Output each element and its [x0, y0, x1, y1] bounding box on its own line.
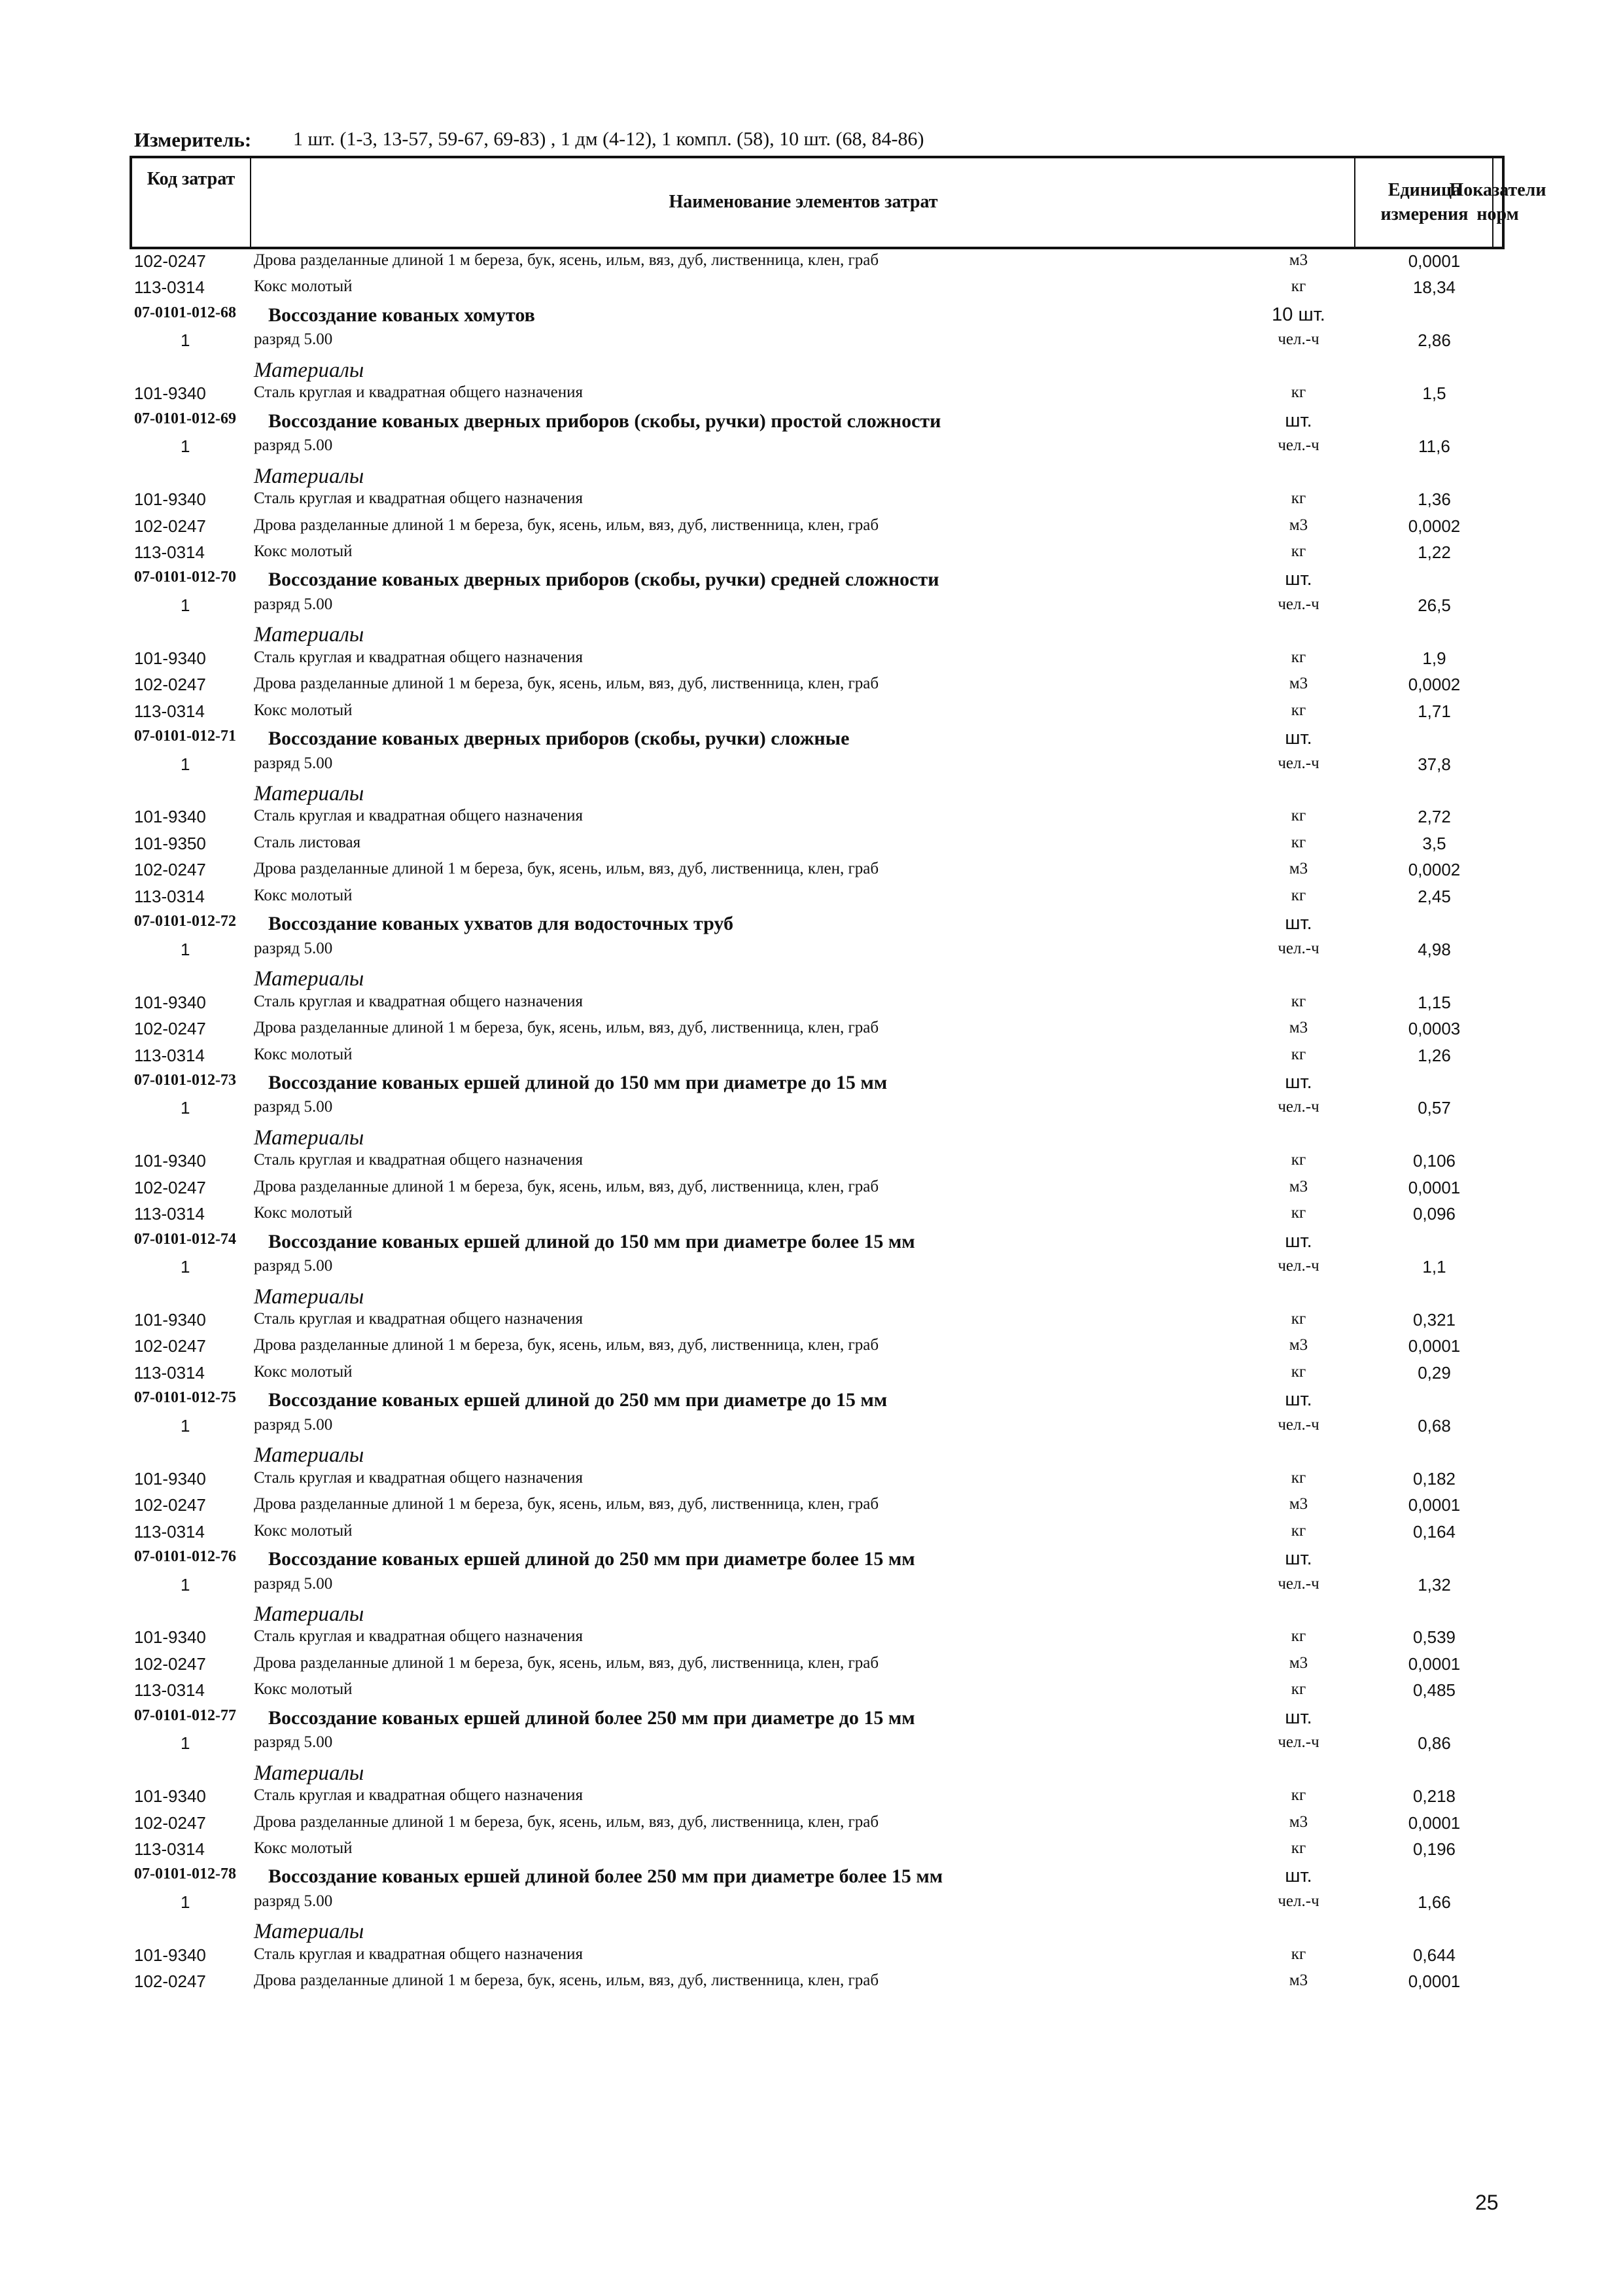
cost-code: 102-0247: [134, 1653, 206, 1674]
materials-heading-row: [0, 1602, 1623, 1629]
item-name: Дрова разделанные длиной 1 м береза, бук, ясень, ильм, вяз, дуб, лиственница, клен, граб: [254, 1177, 879, 1195]
item-name: Воссоздание кованых дверных приборов (скобы, ручки) сложные: [268, 728, 850, 750]
item-name: Материалы: [254, 623, 364, 647]
norm-value: 1,9: [1422, 648, 1446, 668]
unit-cell: чел.-ч: [1278, 1098, 1319, 1116]
item-name: Сталь круглая и квадратная общего назначения: [254, 648, 584, 666]
cost-code: 102-0247: [134, 1812, 206, 1833]
cost-code: 101-9340: [134, 1786, 206, 1807]
item-name: разряд 5.00: [254, 330, 333, 349]
unit-cell: м3: [1289, 516, 1308, 534]
norm-title-row: [0, 1707, 1623, 1733]
item-name: Кокс молотый: [254, 1839, 353, 1857]
item-name: Сталь круглая и квадратная общего назначения: [254, 807, 584, 825]
item-name: Сталь круглая и квадратная общего назначения: [254, 992, 584, 1010]
unit-cell: шт.: [1285, 1071, 1312, 1093]
table-row: [0, 1654, 1623, 1680]
labor-count: 1: [181, 1415, 190, 1436]
materials-heading-row: [0, 1126, 1623, 1152]
table-row: [0, 277, 1623, 304]
cost-code: 07-0101-012-78: [134, 1865, 236, 1883]
norm-value: 2,72: [1418, 807, 1451, 827]
table-row: [0, 1019, 1623, 1045]
item-name: Материалы: [254, 1602, 364, 1626]
materials-heading-row: [0, 623, 1623, 649]
item-name: Воссоздание кованых ершей длиной до 250 мм при диаметре до 15 мм: [268, 1389, 888, 1411]
unit-cell: м3: [1289, 675, 1308, 693]
item-name: Воссоздание кованых ершей длиной до 150 мм при диаметре более 15 мм: [268, 1230, 915, 1252]
unit-cell: шт.: [1285, 410, 1312, 431]
table-header: [130, 156, 1546, 249]
item-name: Сталь круглая и квадратная общего назначения: [254, 1151, 584, 1169]
labor-row: [0, 1892, 1623, 1918]
item-name: Дрова разделанные длиной 1 м береза, бук, ясень, ильм, вяз, дуб, лиственница, клен, граб: [254, 860, 879, 878]
norm-title-row: [0, 728, 1623, 754]
norm-value: 3,5: [1422, 833, 1446, 853]
table-row: [0, 383, 1623, 410]
table-row: [0, 1495, 1623, 1521]
item-name: разряд 5.00: [254, 1574, 333, 1593]
norm-title-row: [0, 1072, 1623, 1098]
norm-title-row: [0, 569, 1623, 595]
norm-value: 1,36: [1418, 489, 1451, 510]
item-name: Кокс молотый: [254, 1204, 353, 1222]
table-row: [0, 1469, 1623, 1495]
column-header-name: Наименование элементов затрат: [250, 158, 1355, 247]
labor-row: [0, 595, 1623, 622]
unit-cell: м3: [1289, 1971, 1308, 1990]
unit-cell: кг: [1291, 992, 1306, 1010]
labor-row: [0, 436, 1623, 463]
table-row: [0, 675, 1623, 701]
norm-value: 0,644: [1412, 1945, 1456, 1965]
labor-count: 1: [181, 1574, 190, 1595]
norm-value: 2,86: [1418, 330, 1451, 351]
unit-cell: м3: [1289, 1495, 1308, 1513]
norm-value: 0,86: [1418, 1733, 1451, 1754]
labor-count: 1: [181, 1733, 190, 1754]
table-row: [0, 1336, 1623, 1362]
norm-value: 11,6: [1418, 436, 1450, 457]
table-row: [0, 516, 1623, 542]
unit-cell: шт.: [1285, 1389, 1312, 1411]
unit-cell: кг: [1291, 1468, 1306, 1487]
table-row: [0, 807, 1623, 833]
norm-value: 1,22: [1418, 542, 1451, 562]
item-name: Сталь круглая и квадратная общего назначения: [254, 1468, 584, 1487]
norm-value: 0,0001: [1408, 251, 1461, 271]
unit-cell: кг: [1291, 701, 1306, 719]
table-row: [0, 1813, 1623, 1839]
unit-cell: чел.-ч: [1278, 754, 1319, 772]
labor-count: 1: [181, 436, 190, 457]
table-row: [0, 1046, 1623, 1072]
norm-value: 0,196: [1412, 1839, 1456, 1859]
cost-code: 102-0247: [134, 1336, 206, 1356]
item-name: Воссоздание кованых ершей длиной до 250 мм при диаметре более 15 мм: [268, 1548, 915, 1570]
table-row: [0, 542, 1623, 569]
materials-heading-row: [0, 1920, 1623, 1946]
norm-value: 1,1: [1422, 1257, 1446, 1277]
item-name: Сталь круглая и квадратная общего назначения: [254, 1786, 584, 1805]
materials-heading-row: [0, 1761, 1623, 1788]
table-row: [0, 887, 1623, 913]
item-name: Дрова разделанные длиной 1 м береза, бук, ясень, ильм, вяз, дуб, лиственница, клен, граб: [254, 1812, 879, 1831]
item-name: Сталь круглая и квадратная общего назначения: [254, 1627, 584, 1646]
materials-heading-row: [0, 465, 1623, 491]
cost-code: 07-0101-012-73: [134, 1071, 236, 1089]
item-name: Материалы: [254, 464, 364, 488]
item-name: Кокс молотый: [254, 1045, 353, 1063]
item-name: Сталь круглая и квадратная общего назначения: [254, 383, 584, 402]
cost-code: 101-9340: [134, 992, 206, 1012]
item-name: Воссоздание кованых ухватов для водосточных труб: [268, 913, 734, 935]
cost-code: 102-0247: [134, 1019, 206, 1039]
cost-code: 101-9350: [134, 833, 206, 853]
item-name: Сталь круглая и квадратная общего назначения: [254, 1945, 584, 1963]
table-row: [0, 1178, 1623, 1204]
cost-code: 113-0314: [134, 701, 205, 721]
labor-count: 1: [181, 754, 190, 774]
labor-count: 1: [181, 595, 190, 615]
unit-cell: шт.: [1285, 728, 1312, 749]
labor-count: 1: [181, 939, 190, 959]
item-name: Материалы: [254, 1284, 364, 1309]
materials-heading-row: [0, 1443, 1623, 1470]
item-name: Сталь круглая и квадратная общего назначения: [254, 1310, 584, 1328]
table-row: [0, 489, 1623, 516]
item-name: разряд 5.00: [254, 754, 333, 772]
column-header-value-text: Показатели норм: [1449, 180, 1546, 224]
unit-cell: кг: [1291, 648, 1306, 666]
norm-title-row: [0, 304, 1623, 330]
labor-count: 1: [181, 1892, 190, 1912]
item-name: Воссоздание кованых дверных приборов (скобы, ручки) простой сложности: [268, 410, 941, 432]
norm-value: 1,26: [1418, 1045, 1451, 1065]
unit-cell: чел.-ч: [1278, 939, 1319, 957]
materials-heading-row: [0, 967, 1623, 993]
norm-value: 0,29: [1418, 1362, 1451, 1383]
norm-title-row: [0, 1548, 1623, 1574]
unit-cell: м3: [1289, 1812, 1308, 1831]
cost-code: 113-0314: [134, 886, 205, 906]
cost-code: 101-9340: [134, 1310, 206, 1330]
norm-value: 0,0001: [1408, 1336, 1461, 1356]
norm-title-row: [0, 1389, 1623, 1415]
cost-code: 101-9340: [134, 383, 206, 404]
unit-cell: м3: [1289, 860, 1308, 878]
norm-title-row: [0, 1231, 1623, 1257]
norm-value: 0,0001: [1408, 1495, 1461, 1515]
item-name: Дрова разделанные длиной 1 м береза, бук, ясень, ильм, вяз, дуб, лиственница, клен, граб: [254, 1019, 879, 1037]
cost-code: 113-0314: [134, 1045, 205, 1065]
item-name: разряд 5.00: [254, 1892, 333, 1910]
labor-row: [0, 1575, 1623, 1601]
materials-heading-row: [0, 1285, 1623, 1311]
item-name: Кокс молотый: [254, 1521, 353, 1540]
item-name: Воссоздание кованых хомутов: [268, 304, 535, 326]
unit-cell: кг: [1291, 489, 1306, 508]
item-name: Кокс молотый: [254, 277, 353, 296]
cost-code: 101-9340: [134, 1627, 206, 1648]
table-row: [0, 860, 1623, 886]
cost-code: 113-0314: [134, 1521, 205, 1542]
norm-title-row: [0, 913, 1623, 939]
cost-code: 113-0314: [134, 1839, 205, 1859]
table-row: [0, 1786, 1623, 1812]
norm-value: 0,0001: [1408, 1177, 1461, 1197]
norm-value: 0,182: [1412, 1468, 1456, 1489]
cost-code: 102-0247: [134, 1495, 206, 1515]
labor-row: [0, 1416, 1623, 1442]
labor-row: [0, 1098, 1623, 1124]
item-name: Материалы: [254, 358, 364, 382]
norm-value: 0,321: [1412, 1310, 1456, 1330]
unit-cell: кг: [1291, 542, 1306, 560]
norm-value: 2,45: [1418, 886, 1451, 906]
cost-code: 113-0314: [134, 1204, 205, 1224]
labor-row: [0, 940, 1623, 966]
unit-cell: кг: [1291, 277, 1306, 296]
cost-code: 07-0101-012-77: [134, 1706, 236, 1724]
unit-cell: кг: [1291, 1310, 1306, 1328]
item-name: Дрова разделанные длиной 1 м береза, бук, ясень, ильм, вяз, дуб, лиственница, клен, граб: [254, 1336, 879, 1354]
table-row: [0, 1151, 1623, 1177]
norm-value: 0,106: [1412, 1151, 1456, 1171]
item-name: разряд 5.00: [254, 1098, 333, 1116]
table-row: [0, 1680, 1623, 1706]
norm-value: 0,0002: [1408, 675, 1461, 695]
table-row: [0, 701, 1623, 728]
unit-cell: шт.: [1285, 1230, 1312, 1252]
unit-cell: м3: [1289, 1019, 1308, 1037]
norm-value: 0,539: [1412, 1627, 1456, 1648]
cost-code: 07-0101-012-72: [134, 913, 236, 930]
table-row: [0, 1310, 1623, 1336]
unit-cell: м3: [1289, 251, 1308, 269]
cost-code: 101-9340: [134, 489, 206, 510]
page-number: 25: [1475, 2191, 1499, 2214]
unit-cell: кг: [1291, 1680, 1306, 1699]
unit-cell: кг: [1291, 886, 1306, 904]
norm-value: 18,34: [1412, 277, 1456, 298]
unit-cell: чел.-ч: [1278, 1574, 1319, 1593]
unit-cell: кг: [1291, 1627, 1306, 1646]
unit-cell: кг: [1291, 1839, 1306, 1857]
norm-value: 1,15: [1418, 992, 1451, 1012]
norm-value: 0,096: [1412, 1204, 1456, 1224]
norm-value: 1,71: [1418, 701, 1451, 721]
item-name: Сталь листовая: [254, 833, 361, 851]
item-name: Воссоздание кованых дверных приборов (скобы, ручки) средней сложности: [268, 569, 939, 591]
table-row: [0, 1971, 1623, 1998]
norm-value: 26,5: [1418, 595, 1451, 615]
item-name: Кокс молотый: [254, 886, 353, 904]
unit-cell: шт.: [1285, 1706, 1312, 1728]
item-name: Дрова разделанные длиной 1 м береза, бук, ясень, ильм, вяз, дуб, лиственница, клен, граб: [254, 1653, 879, 1672]
cost-code: 113-0314: [134, 1680, 205, 1701]
item-name: разряд 5.00: [254, 1415, 333, 1434]
unit-cell: шт.: [1285, 913, 1312, 934]
measure-label: Измеритель:: [134, 128, 252, 151]
unit-cell: шт.: [1285, 1865, 1312, 1887]
unit-cell: м3: [1289, 1336, 1308, 1354]
unit-cell: чел.-ч: [1278, 595, 1319, 613]
item-name: разряд 5.00: [254, 939, 333, 957]
item-name: Дрова разделанные длиной 1 м береза, бук, ясень, ильм, вяз, дуб, лиственница, клен, граб: [254, 1971, 879, 1990]
materials-heading-row: [0, 782, 1623, 808]
unit-cell: кг: [1291, 1521, 1306, 1540]
cost-code: 113-0314: [134, 542, 205, 562]
cost-code: 102-0247: [134, 1177, 206, 1197]
labor-count: 1: [181, 1257, 190, 1277]
unit-cell: шт.: [1285, 1548, 1312, 1570]
norm-title-row: [0, 410, 1623, 436]
item-name: разряд 5.00: [254, 436, 333, 455]
labor-row: [0, 1733, 1623, 1759]
item-name: Кокс молотый: [254, 1680, 353, 1699]
table-row: [0, 251, 1623, 277]
norm-title-row: [0, 1865, 1623, 1892]
table-row: [0, 1627, 1623, 1653]
cost-code: 101-9340: [134, 648, 206, 668]
materials-heading-row: [0, 359, 1623, 385]
item-name: Сталь круглая и квадратная общего назначения: [254, 489, 584, 508]
labor-row: [0, 754, 1623, 781]
unit-cell: м3: [1289, 1653, 1308, 1672]
cost-code: 101-9340: [134, 1151, 206, 1171]
unit-cell: кг: [1291, 1045, 1306, 1063]
labor-row: [0, 330, 1623, 357]
norm-value: 0,68: [1418, 1415, 1451, 1436]
labor-row: [0, 1257, 1623, 1283]
item-name: разряд 5.00: [254, 595, 333, 613]
unit-cell: чел.-ч: [1278, 1415, 1319, 1434]
cost-code: 101-9340: [134, 1468, 206, 1489]
norm-value: 1,66: [1418, 1892, 1451, 1912]
cost-code: 07-0101-012-76: [134, 1548, 236, 1566]
table-row: [0, 834, 1623, 860]
item-name: разряд 5.00: [254, 1733, 333, 1752]
labor-count: 1: [181, 330, 190, 351]
item-name: Дрова разделанные длиной 1 м береза, бук, ясень, ильм, вяз, дуб, лиственница, клен, граб: [254, 675, 879, 693]
unit-cell: чел.-ч: [1278, 330, 1319, 349]
table-row: [0, 1945, 1623, 1971]
measure-text: 1 шт. (1-3, 13-57, 59-67, 69-83) , 1 дм (4-12), 1 компл. (58), 10 шт. (68, 84-86): [293, 128, 924, 150]
table-row: [0, 1363, 1623, 1389]
norm-value: 0,218: [1412, 1786, 1456, 1807]
item-name: Материалы: [254, 1125, 364, 1150]
labor-count: 1: [181, 1098, 190, 1118]
table-row: [0, 993, 1623, 1019]
cost-code: 07-0101-012-74: [134, 1230, 236, 1248]
norm-value: 0,485: [1412, 1680, 1456, 1701]
cost-code: 102-0247: [134, 516, 206, 536]
norm-value: 4,98: [1418, 939, 1451, 959]
unit-cell: кг: [1291, 1786, 1306, 1805]
unit-cell: чел.-ч: [1278, 1733, 1319, 1752]
unit-cell: кг: [1291, 1151, 1306, 1169]
norm-value: 0,0001: [1408, 1653, 1461, 1674]
item-name: Кокс молотый: [254, 542, 353, 560]
column-header-value: [1449, 158, 1546, 247]
cost-code: 07-0101-012-71: [134, 728, 236, 745]
cost-code: 102-0247: [134, 860, 206, 880]
item-name: Воссоздание кованых ершей длиной более 250 мм при диаметре более 15 мм: [268, 1865, 943, 1888]
norm-value: 0,0001: [1408, 1812, 1461, 1833]
unit-cell: 10 шт.: [1272, 304, 1325, 325]
item-name: Дрова разделанные длиной 1 м береза, бук, ясень, ильм, вяз, дуб, лиственница, клен, граб: [254, 516, 879, 534]
unit-cell: м3: [1289, 1177, 1308, 1195]
item-name: Материалы: [254, 967, 364, 991]
item-name: разряд 5.00: [254, 1257, 333, 1275]
table-row: [0, 1522, 1623, 1548]
unit-cell: кг: [1291, 1362, 1306, 1381]
cost-code: 113-0314: [134, 277, 205, 298]
norm-value: 0,0002: [1408, 860, 1461, 880]
table-row: [0, 648, 1623, 675]
column-header-code: Код затрат: [147, 169, 236, 189]
unit-cell: кг: [1291, 807, 1306, 825]
table-row: [0, 1204, 1623, 1230]
unit-cell: кг: [1291, 833, 1306, 851]
cost-code: 07-0101-012-69: [134, 410, 236, 427]
item-name: Дрова разделанные длиной 1 м береза, бук, ясень, ильм, вяз, дуб, лиственница, клен, граб: [254, 1495, 879, 1513]
item-name: Материалы: [254, 1443, 364, 1468]
item-name: Воссоздание кованых ершей длиной до 150 мм при диаметре до 15 мм: [268, 1071, 888, 1093]
norm-value: 37,8: [1418, 754, 1451, 774]
item-name: Материалы: [254, 1761, 364, 1785]
cost-code: 07-0101-012-75: [134, 1389, 236, 1407]
unit-cell: чел.-ч: [1278, 436, 1319, 455]
norm-value: 0,57: [1418, 1098, 1451, 1118]
unit-cell: кг: [1291, 1945, 1306, 1963]
column-header-unit-text: Единица измерения: [1380, 180, 1469, 224]
item-name: Кокс молотый: [254, 701, 353, 719]
unit-cell: шт.: [1285, 569, 1312, 590]
table-row: [0, 1839, 1623, 1865]
norm-value: 0,0001: [1408, 1971, 1461, 1992]
norm-value: 0,164: [1412, 1521, 1456, 1542]
cost-code: 07-0101-012-68: [134, 304, 236, 321]
norm-value: 0,0003: [1408, 1019, 1461, 1039]
unit-cell: кг: [1291, 1204, 1306, 1222]
item-name: Кокс молотый: [254, 1362, 353, 1381]
cost-code: 07-0101-012-70: [134, 569, 236, 586]
unit-cell: чел.-ч: [1278, 1257, 1319, 1275]
item-name: Материалы: [254, 782, 364, 805]
unit-cell: чел.-ч: [1278, 1892, 1319, 1910]
norm-value: 0,0002: [1408, 516, 1461, 536]
cost-code: 101-9340: [134, 1945, 206, 1965]
norm-value: 1,32: [1418, 1574, 1451, 1595]
item-name: Материалы: [254, 1920, 364, 1944]
item-name: Дрова разделанные длиной 1 м береза, бук, ясень, ильм, вяз, дуб, лиственница, клен, граб: [254, 251, 879, 269]
cost-code: 101-9340: [134, 807, 206, 827]
cost-code: 113-0314: [134, 1362, 205, 1383]
cost-code: 102-0247: [134, 251, 206, 271]
norm-value: 1,5: [1422, 383, 1446, 404]
cost-code: 102-0247: [134, 1971, 206, 1992]
cost-code: 102-0247: [134, 675, 206, 695]
item-name: Воссоздание кованых ершей длиной более 250 мм при диаметре до 15 мм: [268, 1706, 915, 1729]
unit-cell: кг: [1291, 383, 1306, 402]
